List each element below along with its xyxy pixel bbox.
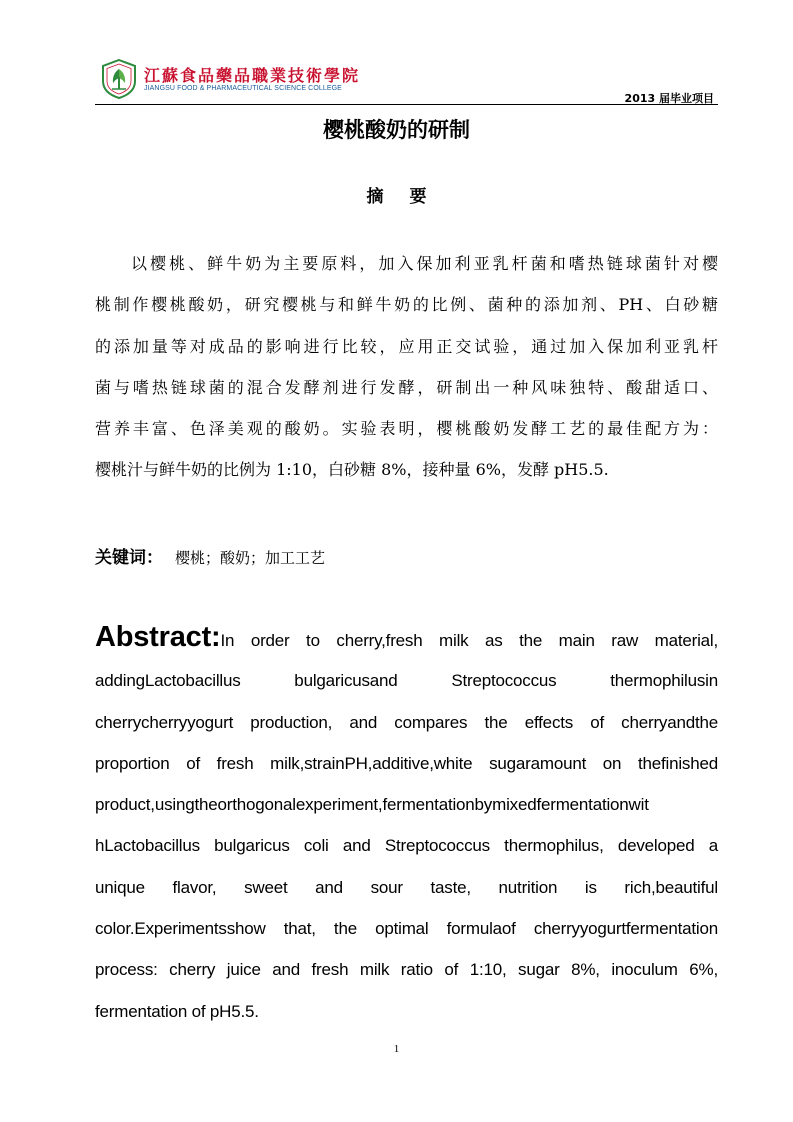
abstract-en-line: product,usingtheorthogonalexperiment,fermentationbymixedfermentationwit: [95, 795, 649, 815]
school-name-cn: 江蘇食品藥品職業技術學院: [144, 66, 361, 85]
header-divider: [95, 104, 718, 105]
school-name-en: JIANGSU FOOD & PHARMACEUTICAL SCIENCE COLLEGE: [144, 85, 342, 92]
project-label: 2013 届毕业项目: [624, 92, 714, 105]
keywords: [95, 543, 325, 573]
abstract-en-line: hLactobacillus bulgaricus coli and Streptococcus thermophilus, developed a: [95, 836, 718, 856]
abstract-cn-line: 樱桃汁与鲜牛奶的比例为 1:10，白砂糖 8%，接种量 6%，发酵 pH5.5.: [95, 460, 609, 480]
abstract-en-first-line: [95, 618, 718, 659]
abstract-cn-line: 菌与嗜热链球菌的混合发酵剂进行发酵，研制出一种风味独特、酸甜适口、: [95, 377, 718, 397]
page-header: [95, 56, 718, 104]
abstract-cn-line: 的添加量等对成品的影响进行比较，应用正交试验，通过加入保加利亚乳杆: [95, 336, 718, 356]
abstract-cn-line: 桃制作樱桃酸奶，研究樱桃与和鲜牛奶的比例、菌种的添加剂、PH、白砂糖: [95, 295, 718, 315]
abstract-en-line: addingLactobacillus bulgaricusand Streptococcus thermophilusin: [95, 671, 718, 691]
abstract-en-line: color.Experimentsshow that, the optimal formulaof cherryyogurtfermentation: [95, 919, 718, 939]
abstract-heading-char: 摘: [366, 187, 384, 207]
abstract-cn-line: 营养丰富、色泽美观的酸奶。实验表明，樱桃酸奶发酵工艺的最佳配方为：: [95, 419, 718, 439]
abstract-en-line: fermentation of pH5.5.: [95, 1001, 259, 1021]
abstract-heading: [0, 182, 793, 207]
page-title: 樱桃酸奶的研制: [323, 118, 470, 142]
keywords-text: 樱桃；酸奶；加工工艺: [175, 549, 326, 567]
abstract-en-line: unique flavor, sweet and sour taste, nutrition is rich,beautiful: [95, 877, 718, 897]
abstract-en-line: In order to cherry,fresh milk as the main raw material,: [220, 631, 718, 650]
abstract-en-line: cherrycherryyogurt production, and compares the effects of cherryandthe: [95, 712, 718, 732]
abstract-cn-line: 以樱桃、鲜牛奶为主要原料，加入保加利亚乳杆菌和嗜热链球菌针对樱: [131, 254, 718, 273]
keywords-label: 关键词：: [95, 548, 163, 568]
abstract-en-line: process: cherry juice and fresh milk ratio of 1:10, sugar 8%, inoculum 6%,: [95, 960, 718, 980]
abstract-en-line: proportion of fresh milk,strainPH,additive,white sugaramount on thefinished: [95, 753, 718, 773]
page-number: 1: [393, 1043, 400, 1055]
abstract-en-label: Abstract:: [95, 621, 221, 653]
abstract-cn: [95, 246, 718, 494]
abstract-heading-char: 要: [409, 187, 427, 207]
school-emblem-icon: [101, 59, 137, 99]
abstract-en: [95, 618, 718, 1031]
